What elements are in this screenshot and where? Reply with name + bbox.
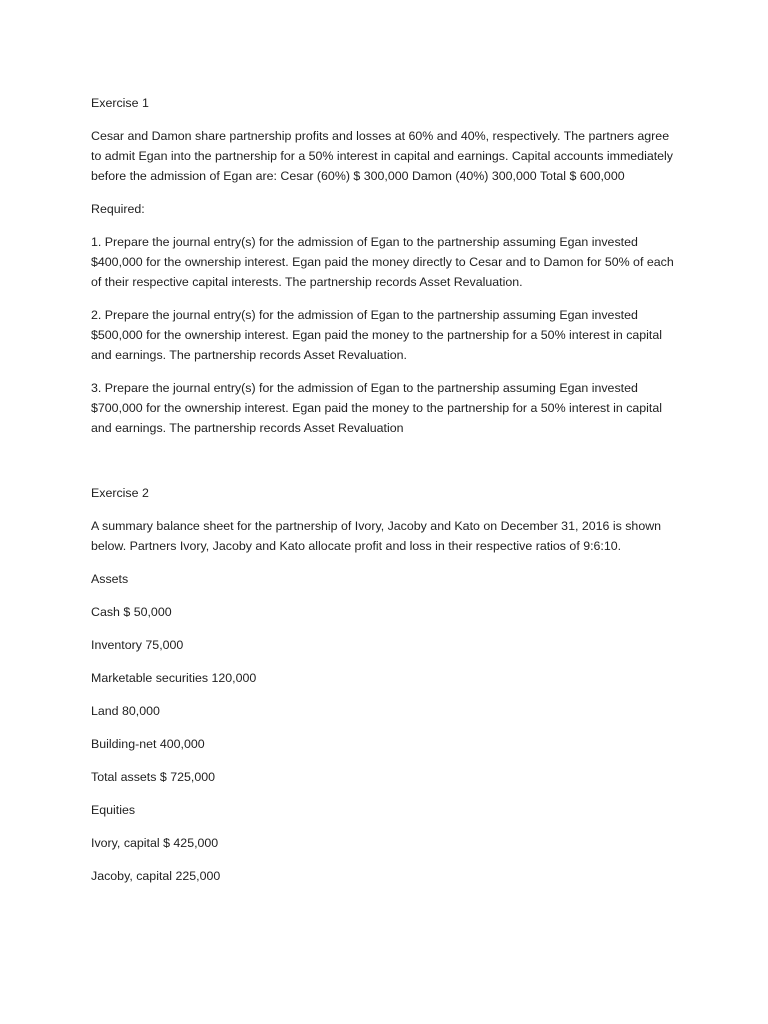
balance-sheet-line-jacoby-capital: Jacoby, capital 225,000 (91, 869, 221, 883)
balance-sheet-heading-equities: Equities (91, 803, 136, 817)
exercise-1-intro: Cesar and Damon share partnership profits and losses at 60% and 40%, respectively. The partners agree to admit Egan into the partnership for a 50% interest in capital and earnings. Capital accounts immediately before the admission of Egan are: Cesar (60%) $ 300,000 Damon (40%) 300,000 Total $ 600,000 (91, 129, 673, 183)
balance-sheet-line-total-assets: Total assets $ 725,000 (91, 770, 215, 784)
requirement-item-1: 1. Prepare the journal entry(s) for the admission of Egan to the partnership assuming Egan invested $400,000 for the ownership interest. Egan paid the money directly to Cesar and to Damon for 50% of each of their respective capital interests. The partnership records Asset Revaluation. (91, 235, 674, 289)
document-page (91, 93, 681, 899)
balance-sheet-line-land: Land 80,000 (91, 704, 160, 718)
exercise-2-intro: A summary balance sheet for the partnership of Ivory, Jacoby and Kato on December 31, 2016 is shown below. Partners Ivory, Jacoby and Kato allocate profit and loss in their respective ratios of 9:6:10. (91, 519, 662, 553)
requirement-item-2: 2. Prepare the journal entry(s) for the admission of Egan to the partnership assuming Egan invested $500,000 for the ownership interest. Egan paid the money to the partnership for a 50% interest in capital and earnings. The partnership records Asset Revaluation. (91, 308, 663, 362)
exercise-1-title: Exercise 1 (91, 96, 149, 110)
balance-sheet-line-cash: Cash $ 50,000 (91, 605, 172, 619)
balance-sheet-heading-assets: Assets (91, 572, 129, 586)
balance-sheet-line-ivory-capital: Ivory, capital $ 425,000 (91, 836, 219, 850)
required-label: Required: (91, 202, 145, 216)
balance-sheet-line-inventory: Inventory 75,000 (91, 638, 184, 652)
exercise-2-title: Exercise 2 (91, 486, 149, 500)
balance-sheet-line-marketable-securities: Marketable securities 120,000 (91, 671, 257, 685)
requirement-item-3: 3. Prepare the journal entry(s) for the admission of Egan to the partnership assuming Egan invested $700,000 for the ownership interest. Egan paid the money to the partnership for a 50% interest in capital and earnings. The partnership records Asset Revaluation (91, 381, 663, 435)
balance-sheet-line-building: Building-net 400,000 (91, 737, 205, 751)
